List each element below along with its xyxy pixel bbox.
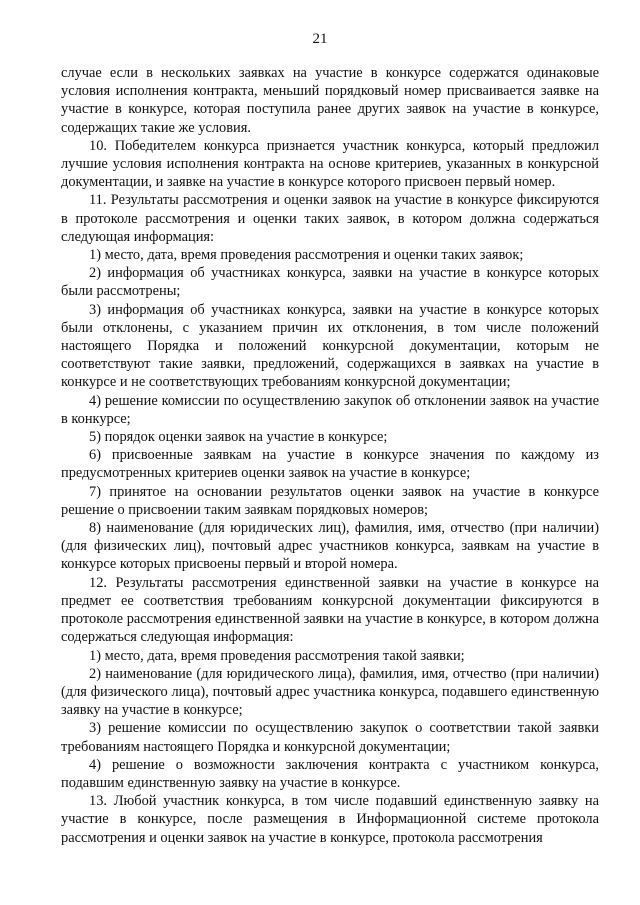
page-number: 21 [312,31,328,47]
paragraph-12-item-4: 4) решение о возможности заключения контракта с участником конкурса, подавшим единственную заявку на участие в конкурсе. [61,756,599,791]
paragraph-10: 10. Победителем конкурса признается участник конкурса, который предложил лучшие условия исполнения контракта на основе критериев, указанных в конкурсной документации, и заявке на участие в конкурсе которого присвоен первый номер. [61,137,599,191]
paragraph-12-item-2: 2) наименование (для юридического лица), фамилия, имя, отчество (при наличии) (для физического лица), почтовый адрес участника конкурса, подавшего единственную заявку на участие в конкурсе; [61,665,599,719]
paragraph-11-item-4: 4) решение комиссии по осуществлению закупок об отклонении заявок на участие в конкурсе; [61,392,599,427]
paragraph-11: 11. Результаты рассмотрения и оценки заявок на участие в конкурсе фиксируются в протоколе рассмотрения и оценки таких заявок, в котором должна содержаться следующая информация: [61,192,599,245]
paragraph-12-item-1: 1) место, дата, время проведения рассмотрения такой заявки; [89,647,465,664]
paragraph-11-item-3: 3) информация об участниках конкурса, заявки на участие в конкурсе которых были отклонены, с указанием причин их отклонения, в том числе положений настоящего Порядка и положений конкурсной документации, которым не соответствуют такие заявки, предложений, содержащихся в заявках на участие в конкурсе и не соответствующих требованиям конкурсной документации; [61,301,599,391]
paragraph-continuation: случае если в нескольких заявках на участие в конкурсе содержатся одинаковые условия исполнения контракта, меньший порядковый номер присваивается заявке на участие в конкурсе, которая поступила ранее других заявок на участие в конкурсе, содержащих такие же условия. [61,65,599,136]
document-body [61,64,599,847]
paragraph-13: 13. Любой участник конкурса, в том числе подавший единственную заявку на участие в конкурсе, после размещения в Информационной системе протокола рассмотрения и оценки заявок на участие в конкурсе, протокола рассмотрения [61,793,599,846]
paragraph-11-item-2: 2) информация об участниках конкурса, заявки на участие в конкурсе которых были рассмотрены; [61,265,599,300]
paragraph-11-item-8: 8) наименование (для юридических лиц), фамилия, имя, отчество (при наличии) (для физических лиц), почтовый адрес участников конкурса, заявкам на участие в конкурсе которых присвоены первый и второй номера. [61,520,599,573]
paragraph-11-item-6: 6) присвоенные заявкам на участие в конкурсе значения по каждому из предусмотренных критериев оценки заявок на участие в конкурсе; [61,447,599,482]
paragraph-11-item-7: 7) принятое на основании результатов оценки заявок на участие в конкурсе решение о присвоении таким заявкам порядковых номеров; [61,483,599,518]
paragraph-12-item-3: 3) решение комиссии по осуществлению закупок о соответствии такой заявки требованиям настоящего Порядка и конкурсной документации; [61,720,599,755]
paragraph-11-item-5: 5) порядок оценки заявок на участие в конкурсе; [89,429,388,446]
paragraph-11-item-1: 1) место, дата, время проведения рассмотрения и оценки таких заявок; [89,247,524,264]
paragraph-12: 12. Результаты рассмотрения единственной заявки на участие в конкурсе на предмет ее соответствия требованиям конкурсной документации фиксируются в протоколе рассмотрения единственной заявки на участие в конкурсе, в котором должна содержаться следующая информация: [61,574,599,646]
